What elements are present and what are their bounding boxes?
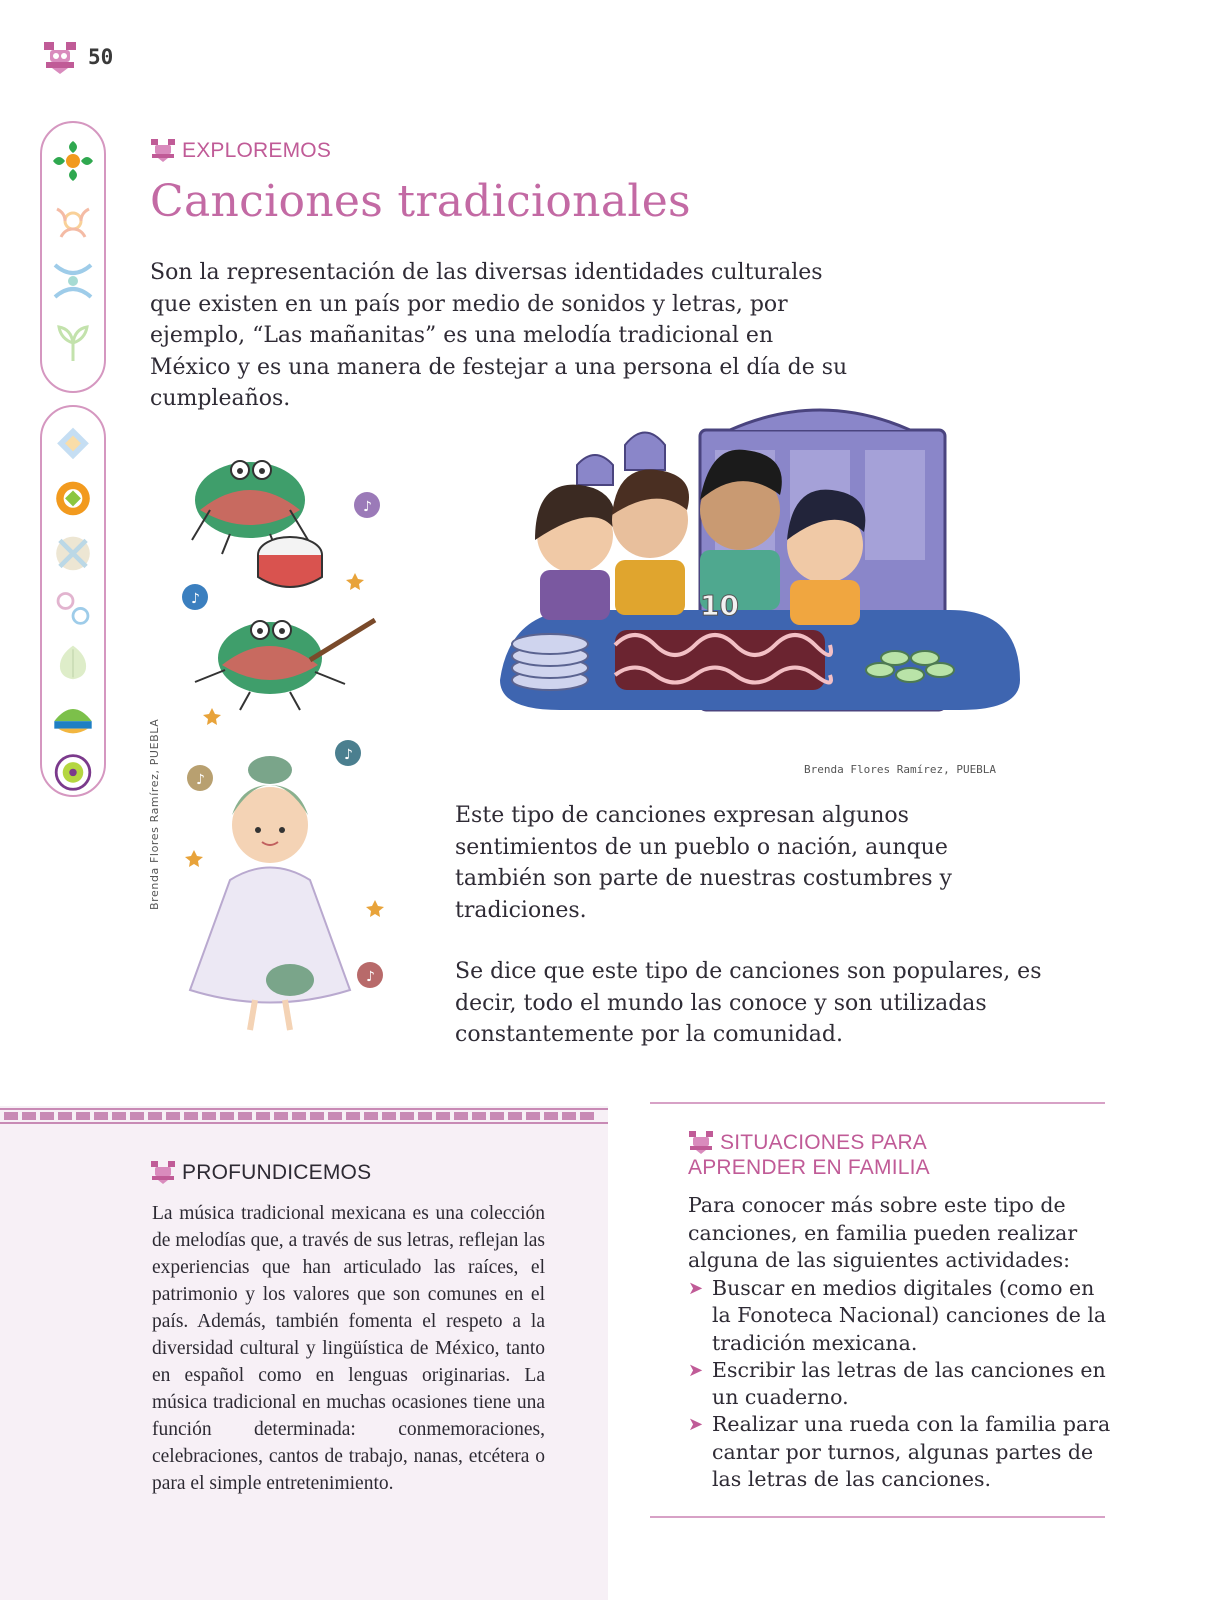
birthday-party-illustration	[500, 400, 1045, 750]
intro-paragraph: Son la representación de las diversas identidades culturales que existen en un país por medio de sonidos y letras, por ejemplo, “Las mañanitas” es una melodía tradicional en México y es una manera de festejar a una persona el día de su cumpleaños.	[150, 260, 848, 411]
family-label-second-line	[688, 1155, 930, 1180]
musical-characters-illustration	[170, 440, 410, 1060]
section-glyph-icon	[150, 1160, 176, 1184]
left-illustration-credit: Brenda Flores Ramírez, PUEBLA	[148, 718, 161, 910]
party-illustration-credit: Brenda Flores Ramírez, PUEBLA	[804, 763, 997, 776]
deepen-label-text: PROFUNDICEMOS	[182, 1161, 372, 1184]
family-bottom-rule	[650, 1516, 1105, 1518]
page-number	[42, 40, 113, 74]
eje-icon-1	[49, 421, 97, 466]
eje-icon-7	[49, 750, 97, 795]
section-glyph-icon	[688, 1130, 714, 1154]
deepen-section-label	[150, 1160, 371, 1185]
svg-text:♪: ♪	[363, 499, 372, 515]
family-label-text	[720, 1130, 927, 1155]
page-title: Canciones tradicionales	[150, 176, 691, 227]
arrow-bullet-icon: ➤	[688, 1359, 704, 1381]
decorative-pattern-band	[0, 1106, 608, 1126]
eje-icon-4	[49, 586, 97, 631]
eje-icon-3	[49, 531, 97, 576]
explore-label-text: EXPLOREMOS	[182, 139, 332, 162]
eje-icon-6	[49, 695, 97, 740]
list-item	[688, 1275, 1118, 1357]
svg-text:♪: ♪	[191, 591, 200, 607]
deepen-paragraph: La música tradicional mexicana es una colección de melodías que, a través de sus letras, reflejan las experiencias que han articulado las raíces, el patrimonio y los valores que son comunes en el país. Además, también fomenta el respeto a la diversidad cultural y lingüística de México, tanto en español como en lenguas originarias. La música tradicional en muchas ocasiones tiene una función determinada: conmemoraciones, celebraciones, cantos de trabajo, nanas, etcétera o para el simple entretenimiento.	[152, 1203, 545, 1494]
list-item-text: Buscar en medios digitales (como en la Fonoteca Nacional) canciones de la tradición mexicana.	[712, 1276, 1107, 1355]
list-item	[688, 1411, 1118, 1493]
svg-text:♪: ♪	[196, 772, 205, 788]
arrow-bullet-icon: ➤	[688, 1414, 704, 1436]
paragraph-3: Se dice que este tipo de canciones son populares, es decir, todo el mundo las conoce y son utilizadas constantemente por la comunidad.	[455, 959, 1042, 1047]
list-item-text: Realizar una rueda con la familia para cantar por turnos, algunas partes de las letras de las canciones.	[712, 1412, 1111, 1492]
arrow-bullet-icon: ➤	[688, 1278, 704, 1299]
page-number-text: 50	[88, 45, 114, 69]
family-label-line-1: SITUACIONES PARA	[720, 1131, 928, 1154]
svg-text:♪: ♪	[344, 747, 353, 763]
cake-candle-number: 10	[700, 589, 739, 622]
list-item	[688, 1357, 1118, 1412]
campos-formativos-icon-2	[49, 197, 97, 245]
family-label-line-2: APRENDER EN FAMILIA	[688, 1156, 930, 1179]
family-section-label	[688, 1130, 927, 1155]
list-item-text: Escribir las letras de las canciones en un cuaderno.	[712, 1357, 1106, 1410]
svg-text:♪: ♪	[366, 969, 375, 985]
family-intro: Para conocer más sobre este tipo de canciones, en familia pueden realizar alguna de las siguientes actividades:	[688, 1193, 1078, 1272]
section-glyph-icon	[150, 138, 176, 162]
eje-icon-5	[49, 640, 97, 685]
glyph-logo-icon	[42, 40, 78, 74]
campos-formativos-icon-1	[49, 137, 97, 185]
family-activity-list	[688, 1275, 1118, 1493]
campos-formativos-icon-4	[49, 317, 97, 365]
ejes-articuladores-strip	[40, 405, 106, 797]
campos-formativos-icon-3	[49, 257, 97, 305]
campos-formativos-strip	[40, 121, 106, 393]
eje-icon-2	[49, 476, 97, 521]
explore-section-label	[150, 138, 331, 163]
paragraph-2: Este tipo de canciones expresan algunos sentimientos de un pueblo o nación, aunque también son parte de nuestras costumbres y tradiciones.	[455, 803, 952, 923]
family-top-rule	[650, 1102, 1105, 1104]
